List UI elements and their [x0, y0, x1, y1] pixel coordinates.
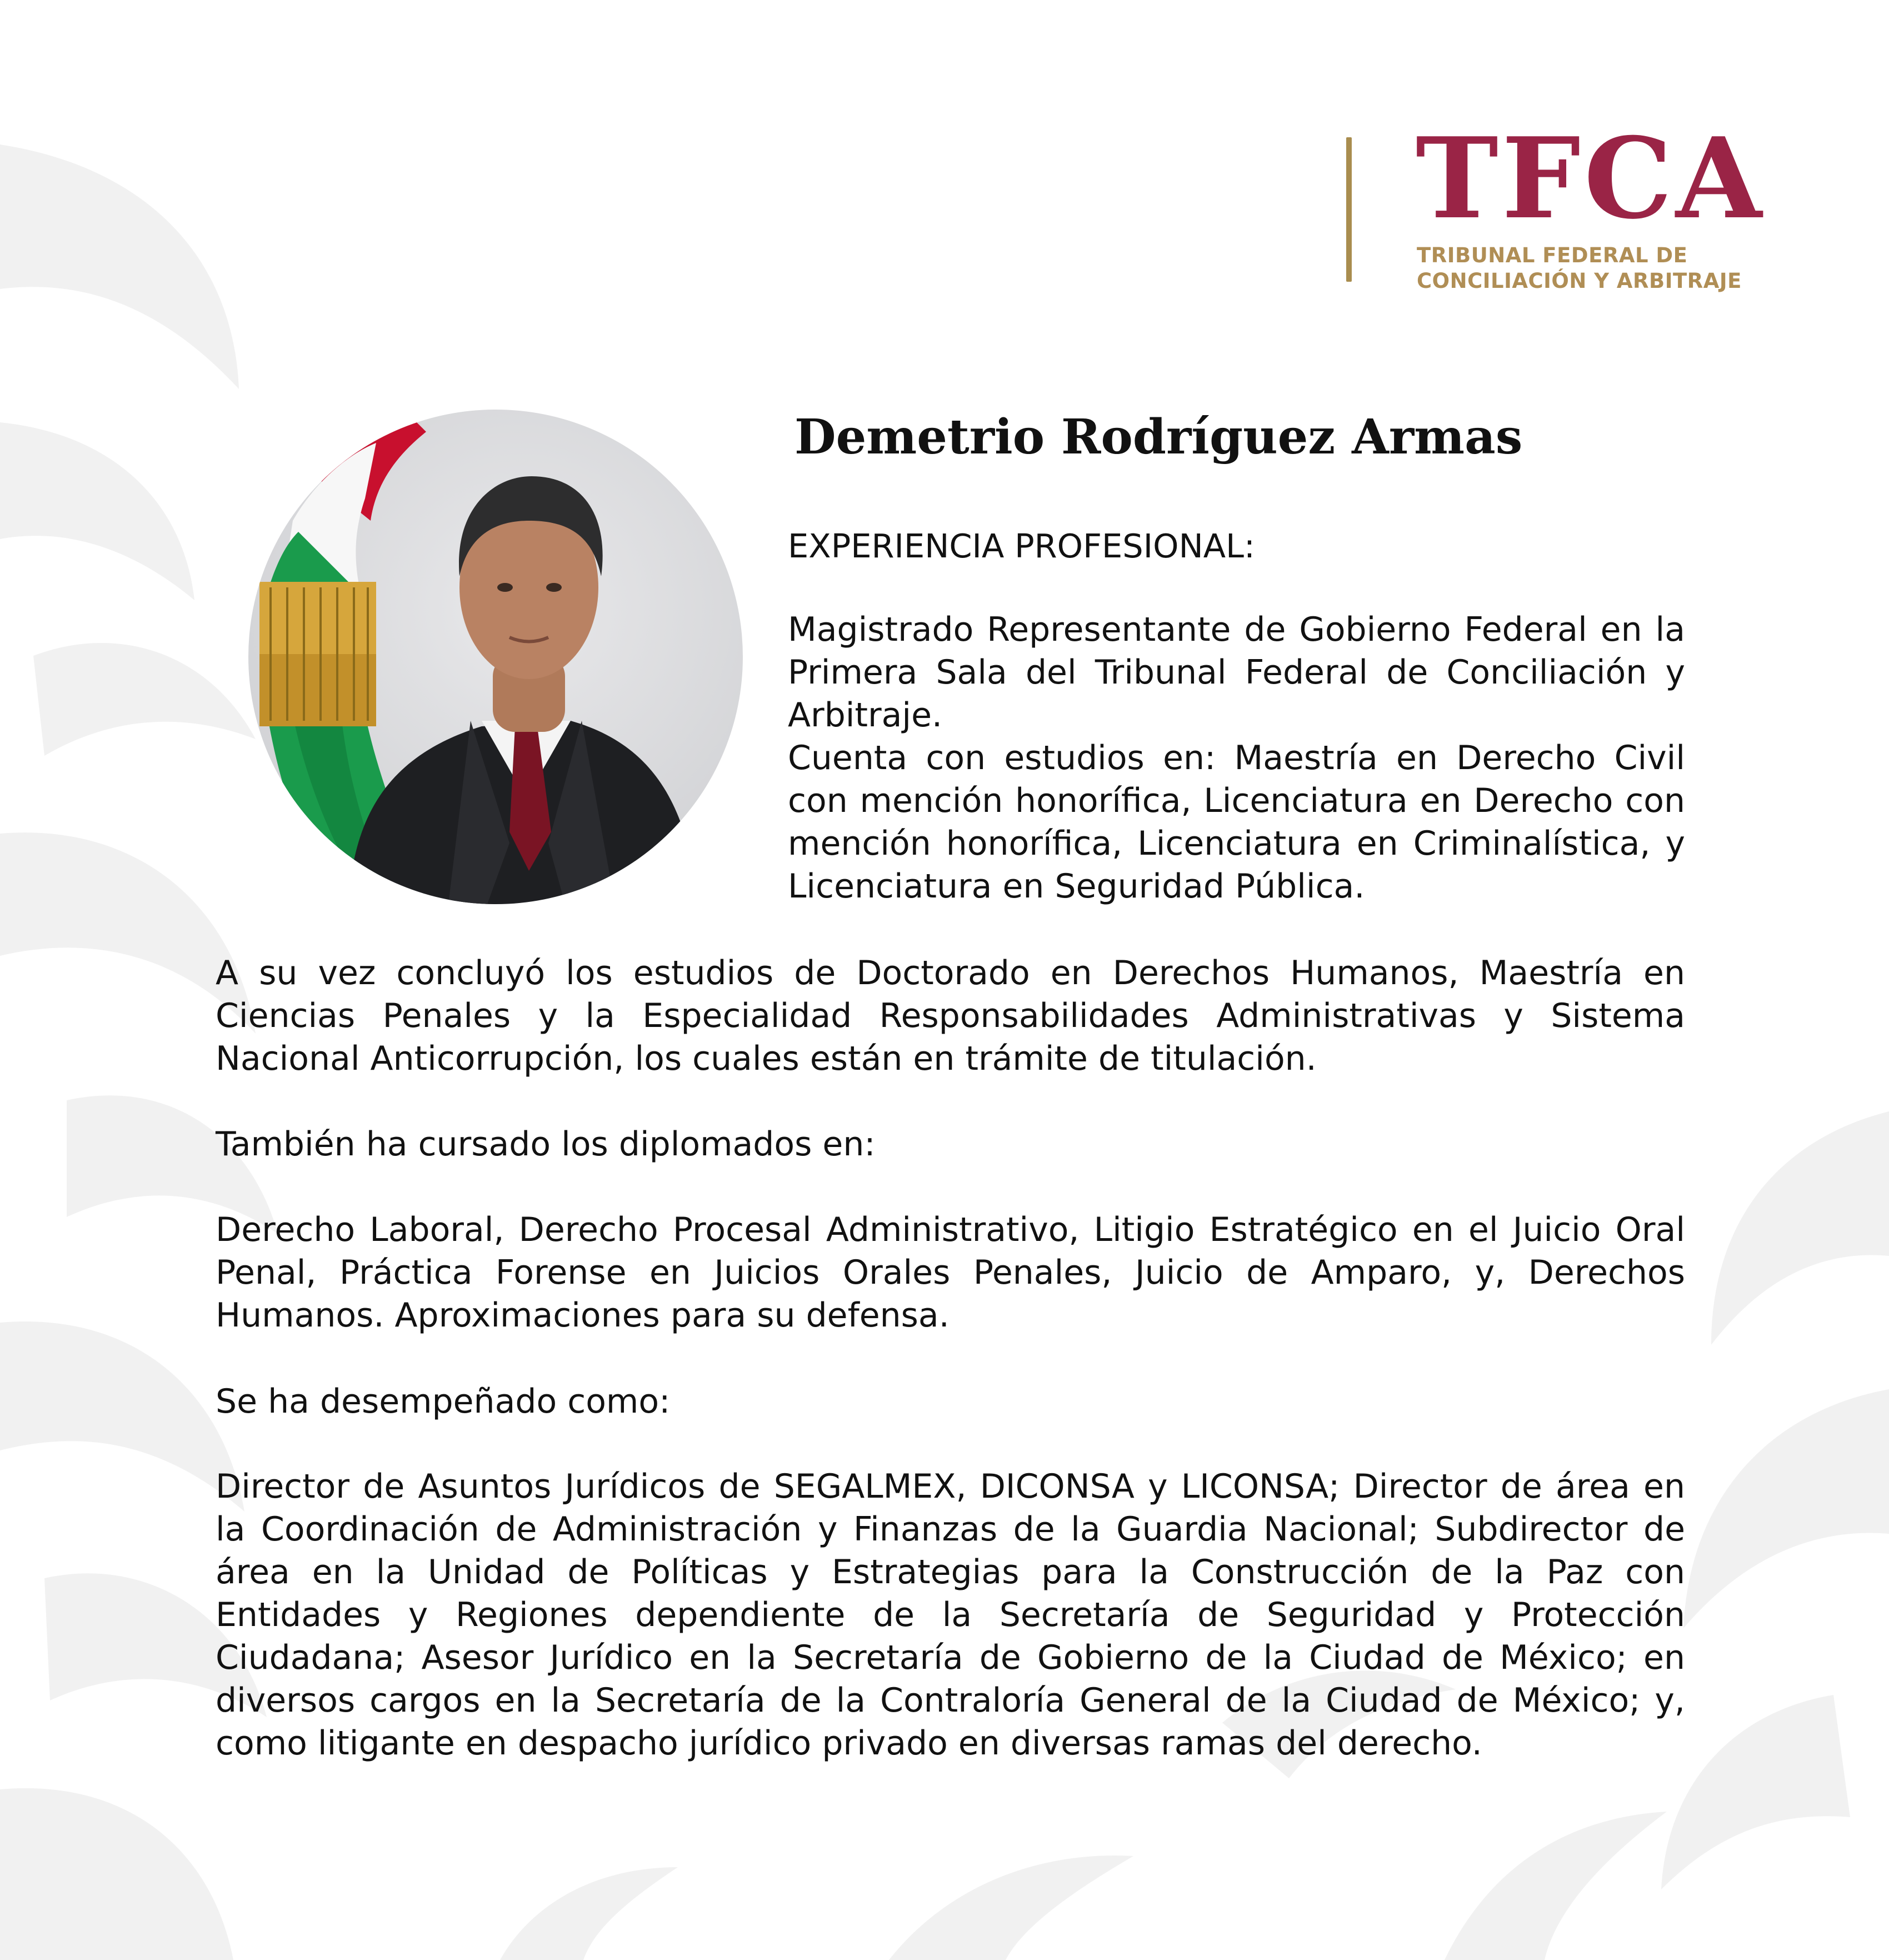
logo-acronym: TFCA	[1416, 113, 1766, 244]
positions-heading: Se ha desempeñado como:	[216, 1382, 671, 1421]
experience-paragraph-1: Magistrado Representante de Gobierno Federal en la Primera Sala del Tribunal Federal de Conciliación y Arbitraje.	[788, 610, 1685, 735]
logo-subtitle-line2: CONCILIACIÓN Y ARBITRAJE	[1417, 269, 1742, 293]
experience-heading: EXPERIENCIA PROFESIONAL:	[788, 527, 1255, 565]
diplomas-heading: También ha cursado los diplomados en:	[216, 1125, 876, 1164]
doctorate-paragraph: A su vez concluyó los estudios de Doctorado en Derechos Humanos, Maestría en Ciencias Penales y la Especialidad Responsabilidades Administrativas y Sistema Nacional Anticorrupción, los cuales están en trámite de titulación.	[216, 954, 1685, 1078]
person-name: Demetrio Rodríguez Armas	[794, 409, 1523, 465]
positions-paragraph: Director de Asuntos Jurídicos de SEGALMEX, DICONSA y LICONSA; Director de área en la Coordinación de Administración y Finanzas de la Guardia Nacional; Subdirector de área en la Unidad de Políticas y Estrategias para la Construcción de la Paz con Entidades y Regiones dependiente de la Secretaría de Seguridad y Protección Ciudadana; Asesor Jurídico en la Secretaría de Gobierno de la Ciudad de México; en diversos cargos en la Secretaría de la Contraloría General de la Ciudad de México; y, como litigante en despacho jurídico privado en diversas ramas del derecho.	[216, 1467, 1685, 1763]
logo-subtitle-line1: TRIBUNAL FEDERAL DE	[1417, 243, 1688, 267]
logo-divider	[1346, 137, 1352, 282]
diplomas-paragraph: Derecho Laboral, Derecho Procesal Administrativo, Litigio Estratégico en el Juicio Oral Penal, Práctica Forense en Juicios Orales Penales, Juicio de Amparo, y, Derechos Humanos. Aproximaciones para su defensa.	[216, 1210, 1685, 1335]
experience-paragraph-2: Cuenta con estudios en: Maestría en Derecho Civil con mención honorífica, Licenciatura en Derecho con mención honorífica, Licenciatura en Criminalística, y Licenciatura en Seguridad Pública.	[788, 739, 1685, 906]
portrait-photo	[248, 410, 743, 904]
